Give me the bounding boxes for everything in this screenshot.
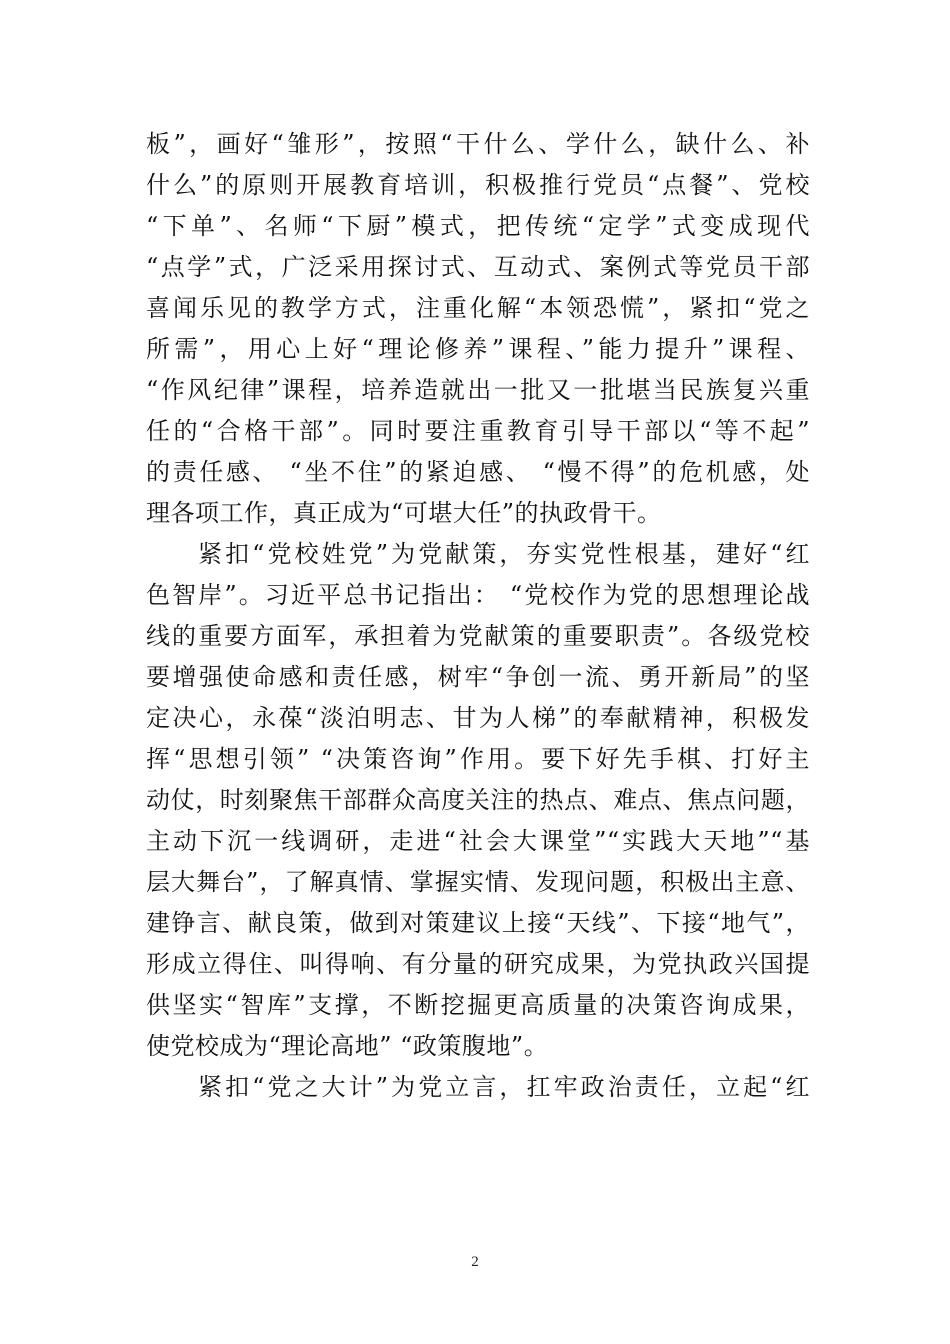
- text-line: 喜闻乐见的教学方式，注重化解“本领恐慌”，紧扣“党之: [146, 294, 810, 322]
- text-line: 供坚实“智库”支撑，不断挖掘更高质量的决策咨询成果，: [146, 991, 810, 1019]
- text-line: 动仗，时刻聚焦干部群众高度关注的热点、难点、焦点问题，: [146, 786, 810, 814]
- text-line: 使党校成为“理论高地” “政策腹地”。: [146, 1032, 549, 1060]
- page-number: 2: [471, 1254, 479, 1270]
- text-line: 定决心，永葆“淡泊明志、甘为人梯”的奉献精神，积极发: [146, 704, 810, 732]
- text-line: 什么”的原则开展教育培训，积极推行党员“点餐”、党校: [146, 171, 810, 199]
- text-line: 紧扣“党校姓党”为党献策，夯实党性根基，建好“红: [198, 540, 810, 568]
- text-line: 任的“合格干部”。同时要注重教育引导干部以“等不起”: [146, 417, 810, 445]
- text-line: 主动下沉一线调研，走进“社会大课堂”“实践大天地”“基: [146, 827, 810, 855]
- text-line: 色智岸”。习近平总书记指出： “党校作为党的思想理论战: [146, 581, 810, 609]
- text-line: 建铮言、献良策，做到对策建议上接“天线”、下接“地气”，: [146, 909, 810, 937]
- text-line: 理各项工作，真正成为“可堪大任”的执政骨干。: [146, 499, 662, 527]
- text-line: 线的重要方面军，承担着为党献策的重要职责”。各级党校: [146, 622, 810, 650]
- text-line: “下单”、名师“下厨”模式，把传统“定学”式变成现代: [146, 212, 810, 240]
- text-line: 的责任感、 “坐不住”的紧迫感、 “慢不得”的危机感，处: [146, 458, 810, 486]
- text-line: 所需”，用心上好“理论修养”课程、”能力提升”课程、: [146, 335, 810, 363]
- text-line: 挥“思想引领” “决策咨询”作用。要下好先手棋、打好主: [146, 745, 810, 773]
- text-line: “点学”式，广泛采用探讨式、互动式、案例式等党员干部: [146, 253, 810, 281]
- body-text: [146, 124, 810, 1108]
- text-line: 要增强使命感和责任感，树牢“争创一流、勇开新局”的坚: [146, 663, 810, 691]
- paragraph-2: [146, 534, 810, 1067]
- paragraph-3: [146, 1067, 810, 1108]
- text-line: “作风纪律”课程，培养造就出一批又一批堪当民族复兴重: [146, 376, 810, 404]
- text-line: 形成立得住、叫得响、有分量的研究成果，为党执政兴国提: [146, 950, 810, 978]
- paragraph-1: [146, 124, 810, 534]
- text-line: 板”，画好“雏形”，按照“干什么、学什么，缺什么、补: [146, 130, 810, 158]
- text-line: 层大舞台”，了解真情、掌握实情、发现问题，积极出主意、: [146, 868, 810, 896]
- text-line: 紧扣“党之大计”为党立言，扛牢政治责任，立起“红: [198, 1073, 810, 1101]
